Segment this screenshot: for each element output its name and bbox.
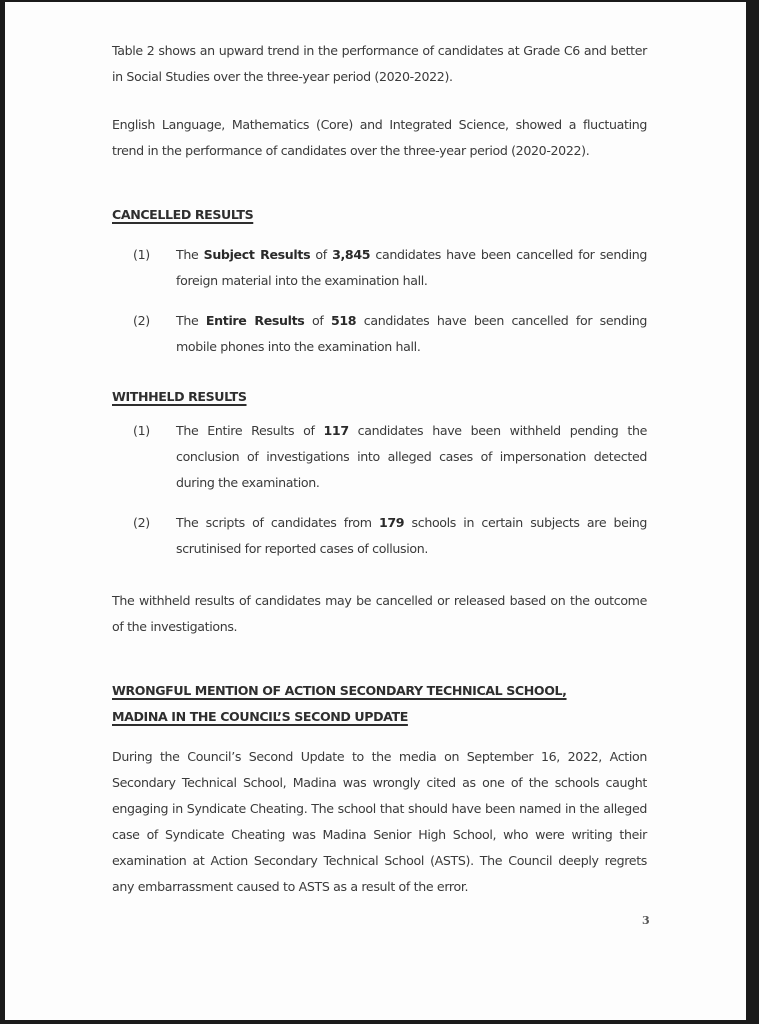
bold-term: Subject Results	[203, 247, 311, 262]
text-segment: schools in certain subjects are being scrutinised for reported cases of collusion.	[176, 515, 648, 556]
bold-count: 179	[378, 515, 405, 530]
text-segment: of	[310, 247, 333, 262]
text-segment: of	[304, 313, 331, 328]
item-text	[176, 308, 647, 360]
wrongful-mention-body: During the Council’s Second Update to the media on September 16, 2022, Action Secondary Technical School, Madina was wrongly cited as one of the schools caught engaging in Syndicate Cheating. The school that should have been named in the alleged case of Syndicate Cheating was Madina Senior High School, who were writing their examination at Action Secondary Technical School (ASTS). The Council deeply regrets any embarrassment caused to ASTS as a result of the error.	[112, 749, 647, 894]
text-segment: candidates have been cancelled for sending mobile phones into the examination hall.	[176, 313, 647, 354]
item-text	[176, 242, 647, 294]
item-number: (2)	[133, 515, 150, 530]
text-segment: The scripts of candidates from	[176, 515, 379, 530]
text-segment: candidates have been withheld pending the conclusion of investigations into alleged cases of impersonation detected during the examination.	[176, 423, 647, 490]
bold-term: Entire Results	[205, 313, 305, 328]
text-segment: The	[176, 247, 204, 262]
cancelled-results-heading: CANCELLED RESULTS	[112, 207, 254, 222]
withheld-note-paragraph: The withheld results of candidates may be cancelled or released based on the outcome of the investigations.	[112, 593, 647, 634]
bold-count: 117	[323, 423, 349, 438]
intro-paragraph-fluctuating-trend: English Language, Mathematics (Core) and Integrated Science, showed a fluctuating trend in the performance of candidates over the three-year period (2020-2022).	[112, 117, 647, 158]
bold-count: 3,845	[332, 247, 371, 262]
document-page	[5, 2, 746, 1020]
item-text	[176, 510, 647, 562]
page-number: 3	[642, 914, 650, 927]
item-text	[176, 418, 647, 496]
text-segment: The Entire Results of	[176, 423, 324, 438]
heading-line-1: WRONGFUL MENTION OF ACTION SECONDARY TECHNICAL SCHOOL,	[112, 683, 567, 698]
bold-count: 518	[330, 313, 357, 328]
item-number: (1)	[133, 247, 150, 262]
wrongful-mention-heading	[112, 678, 567, 730]
text-segment: The	[176, 313, 206, 328]
text-segment: candidates have been cancelled for sending foreign material into the examination hall.	[176, 247, 648, 288]
withheld-results-heading: WITHHELD RESULTS	[112, 389, 247, 404]
heading-line-2: MADINA IN THE COUNCIL’S SECOND UPDATE	[112, 709, 408, 724]
item-number: (2)	[133, 313, 150, 328]
item-number: (1)	[133, 423, 150, 438]
intro-paragraph-social-studies: Table 2 shows an upward trend in the performance of candidates at Grade C6 and better in Social Studies over the three-year period (2020-2022).	[112, 43, 647, 84]
